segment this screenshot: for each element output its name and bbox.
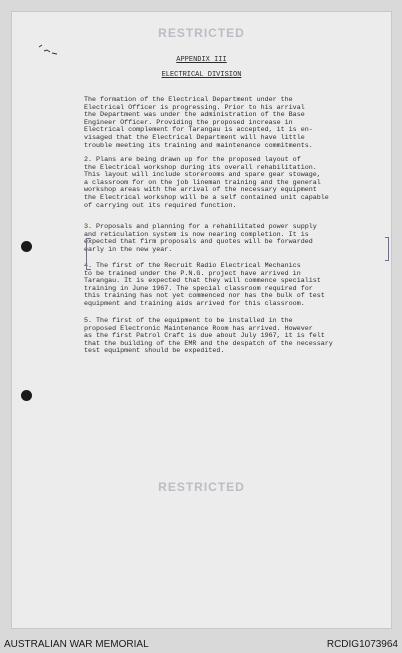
footer-institution: AUSTRALIAN WAR MEMORIAL	[4, 639, 149, 650]
paragraph-5: 5. The first of the equipment to be installed in the proposed Electronic Maintenance Room has arrived. However as the first Patrol Craft is due about July 1967, it is felt that the building of the EMR and the despatch of the necessary test equipment should be expedited.	[84, 317, 333, 356]
footer-record-id: RCDIG1073964	[326, 639, 398, 650]
punch-hole	[21, 390, 32, 401]
division-heading: ELECTRICAL DIVISION	[161, 71, 242, 79]
paragraph-2: 2. Plans are being drawn up for the proposed layout of the Electrical workshop during its overall rehabilitation. This layout will include storerooms and spare gear stowage, a classroom for on the job lineman training and the general workshop areas with the arrival of the necessary equipment the Electrical workshop will be a self contained unit capable of carrying out its required function.	[84, 156, 329, 210]
paragraph-4: 4. The first of the Recruit Radio Electrical Mechanics to be trained under the P.N.G. project have arrived in Tarangau. It is expected that they will commence specialist training in June 1967. The special classroom required for this training has not yet commenced nor has the bulk of test equipment and training aids arrived for this classroom.	[84, 262, 325, 308]
punch-hole	[21, 241, 32, 252]
restricted-stamp-top: RESTRICTED	[158, 26, 245, 40]
document-page	[11, 11, 392, 629]
archive-footer	[0, 636, 402, 653]
paragraph-1: The formation of the Electrical Department under the Electrical Officer is progressing. Prior to his arrival the Department was under the administration of the Base Engineer Officer. Providing the proposed increase in Electrical complement for Tarangau is accepted, it is en- visaged that the Electrical Department will have little trouble meeting its training and maintenance commitments.	[84, 96, 313, 150]
paragraph-3: 3. Proposals and planning for a rehabilitated power supply and reticulation system is now nearing completion. It is expected that firm proposals and quotes will be forwarded early in the new year.	[84, 223, 317, 254]
margin-bracket-left	[86, 238, 91, 270]
restricted-stamp-bottom: RESTRICTED	[158, 480, 245, 494]
margin-bracket-right	[385, 237, 389, 261]
handwritten-mark	[38, 42, 60, 56]
appendix-heading: APPENDIX III	[176, 56, 227, 64]
